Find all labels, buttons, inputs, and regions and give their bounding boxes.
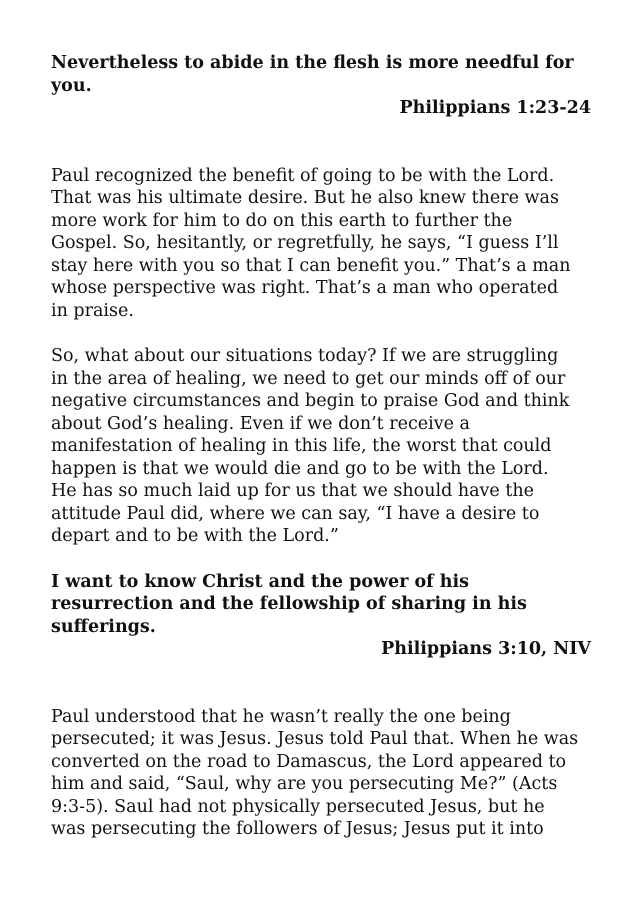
spacer [51, 322, 591, 345]
body-paragraph-2: So, what about our situations today? If we are struggling in the area of healing, we need to get our minds off of our negative circumstances and begin to praise God and think about God’s healing. Even if we don’t receive a manifestation of healing in this life, the worst that could happen is that we would die and go to be with the Lord. He has so much laid up for us that we should have the attitude Paul did, where we can say, “I have a desire to depart and to be with the Lord.” [51, 346, 570, 546]
body-paragraph-3: Paul understood that he wasn’t really the one being persecuted; it was Jesus. Jesus told Paul that. When he was converted on the road to Damascus, the Lord appeared to him and said, “Saul, why are you persecuting Me?” (Acts 9:3-5). Saul had not physically persecuted Jesus, but he was persecuting the followers of Jesus; Jesus put it into [51, 706, 579, 839]
scripture-quote-2: I want to know Christ and the power of his resurrection and the fellowship of sharing in his sufferings. [51, 571, 527, 637]
scripture-quote-1: Nevertheless to abide in the flesh is more needful for you. [51, 53, 574, 96]
document-page [51, 52, 591, 841]
spacer [51, 661, 591, 706]
spacer [51, 120, 591, 165]
scripture-reference-2: Philippians 3:10, NIV [381, 639, 591, 659]
scripture-reference-1: Philippians 1:23-24 [399, 98, 591, 118]
body-paragraph-1: Paul recognized the benefit of going to be with the Lord. That was his ultimate desire. But he also knew there was more work for him to do on this earth to further the Gospel. So, hesitantly, or regretfully, he says, “I guess I’ll stay here with you so that I can benefit you.” That’s a man whose perspective was right. That’s a man who operated in praise. [51, 165, 571, 321]
spacer [51, 548, 591, 571]
